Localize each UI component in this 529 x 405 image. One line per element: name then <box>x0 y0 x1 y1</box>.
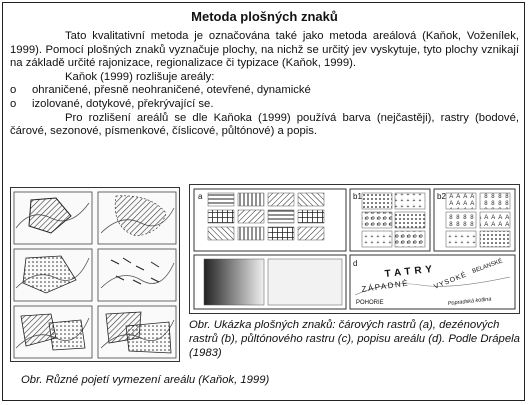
bullet-mark: o <box>10 84 17 97</box>
map-label-popradska: Popradská kotlina <box>447 296 492 307</box>
body-text <box>10 30 519 139</box>
figure-area-concepts <box>10 187 180 362</box>
panel-label-d: d <box>353 259 358 268</box>
map-label-zapadne: ZÁPADNÉ <box>361 278 410 294</box>
page-title: Metoda plošných znaků <box>191 9 338 24</box>
figure-raster-samples <box>189 184 520 314</box>
map-label-vysoke: VYSOKÉ <box>433 271 469 291</box>
paragraph-areas: Kaňok (1999) rozlišuje areály: <box>65 70 215 83</box>
bullet-text: izolované, dotykové, překrývající se. <box>32 97 214 110</box>
figure-right-caption: Obr. Ukázka plošných znaků: čárových rastrů (a), dezénových rastrů (b), půltónového rastru (c), popisu areálu (d). Podle Drápela (1983) <box>189 319 520 359</box>
bullet-text: ohraničené, přesně neohraničené, otevřené, dynamické <box>32 84 311 97</box>
map-label-belanske: BELANSKÉ <box>471 258 504 275</box>
list-item <box>10 98 519 112</box>
figure-left-caption: Obr. Různé pojetí vymezení areálu (Kaňok, 1999) <box>21 374 270 386</box>
panel-label-b2: b2 <box>437 192 446 201</box>
area-maps-illustration <box>11 188 179 361</box>
panel-label-a: a <box>198 192 203 201</box>
bullet-mark: o <box>10 97 17 110</box>
raster-samples-illustration <box>190 185 519 313</box>
list-item <box>10 84 519 98</box>
paragraph-distinction: Pro rozlišení areálů se dle Kaňoka (1999) používá barva (nejčastěji), rastry (bodové, čárové, sezonové, písmenkové, číslicové, půltónové) a popis. <box>10 111 519 138</box>
map-label-pohorie: POHORIE <box>356 300 384 306</box>
panel-label-c: c <box>198 259 202 268</box>
panel-label-b1: b1 <box>353 192 362 201</box>
map-label-tatry: TATRY <box>384 263 437 280</box>
paragraph-intro: Tato kvalitativní metoda je označována také jako metoda areálová (Kaňok, Voženílek, 1999). Pomocí plošných znaků vyznačuje plochy, na nichž se určitý jev vyskytuje, tyto plochy vznikají na základě určité rajonizace, regionalizace či typizace (Kaňok, 1999). <box>10 30 519 70</box>
